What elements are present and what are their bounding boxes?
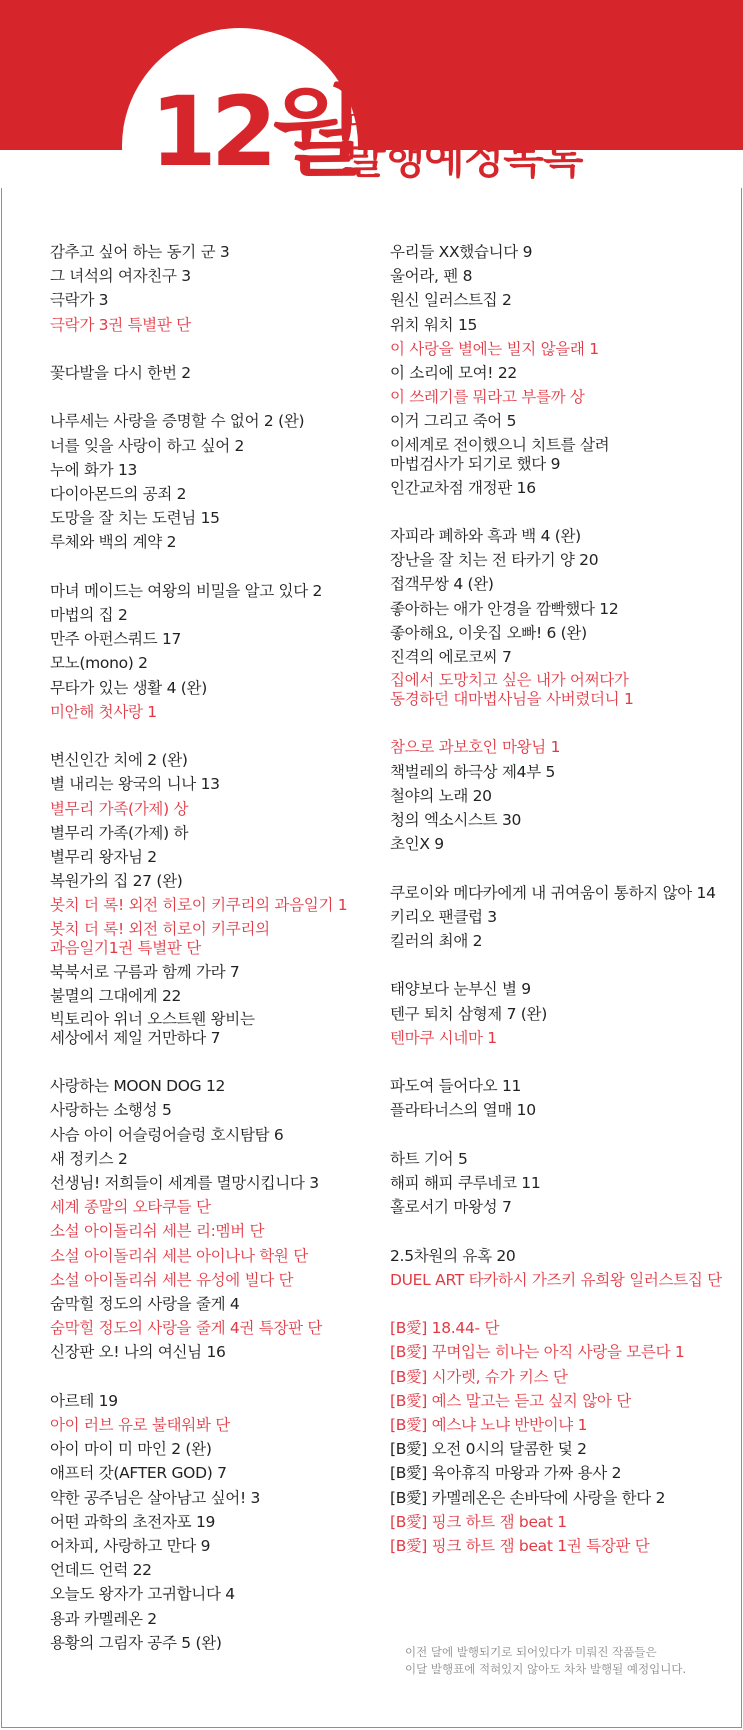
- title-entry: 변신인간 치에 2 (완): [50, 751, 188, 770]
- title-entry: 모노(mono) 2: [50, 654, 148, 673]
- title-entry: 집에서 도망치고 싶은 내가 어쩌다가 동경하던 대마법사님을 사버렸더니 1: [390, 671, 634, 709]
- title-entry: 위치 워치 15: [390, 315, 478, 334]
- title-entry: [B愛] 핑크 하트 잼 beat 1: [390, 1512, 567, 1531]
- title-entry: [B愛] 예스냐 노냐 반반이냐 1: [390, 1416, 588, 1435]
- title-entry: 봇치 더 록! 외전 히로이 키쿠리의 과음일기1권 특별판 단: [50, 919, 270, 957]
- title-entry: 홀로서기 마왕성 7: [390, 1198, 512, 1217]
- title-entry: 청의 엑소시스트 30: [390, 811, 522, 830]
- title-entry: [B愛] 카멜레온은 손바닥에 사랑을 한다 2: [390, 1488, 666, 1507]
- list-spacer: [50, 1050, 370, 1074]
- title-entry: 사슴 아이 어슬렁어슬렁 호시탐탐 6: [50, 1125, 284, 1144]
- title-entry: 이 쓰레기를 뭐라고 부를까 상: [390, 388, 585, 407]
- footnote: 이전 달에 발행되기로 되어있다가 미뤄진 작품들은 이달 발행표에 적혀있지 않아도 차차 발행될 예정입니다.: [405, 1645, 687, 1676]
- title-entry: 소설 아이돌리쉬 세븐 리:멤버 단: [50, 1222, 265, 1241]
- month-label: 12월: [150, 76, 359, 188]
- list-spacer: [390, 953, 735, 977]
- title-entry: 소설 아이돌리쉬 세븐 아이나나 학원 단: [50, 1246, 308, 1265]
- title-entry: 어떤 과학의 초전자포 19: [50, 1512, 216, 1531]
- right-column: [390, 240, 735, 1558]
- publisher-label: 대원씨아이 코믹스: [347, 110, 525, 135]
- list-spacer: [50, 385, 370, 409]
- title-entry: 플라타너스의 열매 10: [390, 1101, 536, 1120]
- title-entry: 킬러의 최애 2: [390, 932, 483, 951]
- title-entry: 숨막힐 정도의 사랑을 줄게 4: [50, 1295, 240, 1314]
- title-entry: 불멸의 그대에게 22: [50, 986, 182, 1005]
- title-entry: 극락가 3: [50, 291, 109, 310]
- list-spacer: [50, 724, 370, 748]
- title-entry: 태양보다 눈부신 별 9: [390, 980, 531, 999]
- list-spacer: [390, 1050, 735, 1074]
- title-entry: 꽃다발을 다시 한번 2: [50, 364, 191, 382]
- title-entry: 인간교차점 개정판 16: [390, 478, 536, 497]
- title-entry: 선생님! 저희들이 세계를 멸망시킵니다 3: [50, 1174, 319, 1193]
- title-entry: 언데드 언럭 22: [50, 1561, 152, 1580]
- title-entry: 진격의 에로코씨 7: [390, 648, 512, 667]
- title-entry: 쿠로이와 메다카에게 내 귀여움이 통하지 않아 14: [390, 883, 716, 902]
- left-column: [50, 240, 370, 1655]
- title-entry: 감추고 싶어 하는 동기 군 3: [50, 243, 230, 261]
- title-entry: 약한 공주님은 살아남고 싶어! 3: [50, 1488, 261, 1507]
- list-spacer: [390, 856, 735, 880]
- list-spacer: [390, 1292, 735, 1316]
- title-entry: 미안해 첫사랑 1: [50, 702, 157, 721]
- title-entry: 빅토리아 위너 오스트웬 왕비는 세상에서 제일 거만하다 7: [50, 1010, 255, 1048]
- title-entry: 누에 화가 13: [50, 460, 138, 479]
- title-entry: 좋아해요, 이웃집 오빠! 6 (완): [390, 623, 587, 642]
- list-spacer: [390, 1219, 735, 1243]
- title-entry: 소설 아이돌리쉬 세븐 유성에 빌다 단: [50, 1270, 294, 1289]
- title-entry: 사랑하는 MOON DOG 12: [50, 1077, 226, 1096]
- title-entry: 오늘도 왕자가 고귀합니다 4: [50, 1585, 235, 1604]
- list-spacer: [50, 1365, 370, 1389]
- title-entry: 아이 마이 미 마인 2 (완): [50, 1440, 212, 1459]
- title-entry: DUEL ART 타카하시 가즈키 유희왕 일러스트집 단: [390, 1270, 722, 1289]
- title-entry: 2.5차원의 유혹 20: [390, 1246, 516, 1265]
- title-entry: [B愛] 꾸며입는 히나는 아직 사랑을 모른다 1: [390, 1343, 685, 1362]
- title-entry: 해피 해피 쿠루네코 11: [390, 1174, 541, 1193]
- title-entry: 세계 종말의 오타쿠들 단: [50, 1198, 211, 1217]
- title-entry: 사랑하는 소행성 5: [50, 1101, 172, 1120]
- title-entry: 북북서로 구름과 함께 가라 7: [50, 962, 240, 981]
- title-entry: 마녀 메이드는 여왕의 비밀을 알고 있다 2: [50, 581, 323, 600]
- title-entry: 참으로 과보호인 마왕님 1: [390, 738, 561, 757]
- list-spacer: [390, 500, 735, 524]
- title-entry: 그 녀석의 여자친구 3: [50, 267, 191, 286]
- title-entry: [B愛] 육아휴직 마왕과 가짜 용사 2: [390, 1464, 622, 1483]
- title-entry: [B愛] 예스 말고는 듣고 싶지 않아 단: [390, 1391, 631, 1410]
- title-entry: 자피라 폐하와 흑과 백 4 (완): [390, 527, 581, 546]
- title-entry: 애프터 갓(AFTER GOD) 7: [50, 1464, 227, 1483]
- title-entry: 울어라, 펜 8: [390, 267, 473, 286]
- title-entry: 하트 기어 5: [390, 1149, 468, 1168]
- title-entry: 텐구 퇴치 삼형제 7 (완): [390, 1004, 547, 1023]
- title-entry: 복원가의 집 27 (완): [50, 872, 183, 891]
- title-entry: 철야의 노래 20: [390, 786, 492, 805]
- list-spacer: [390, 711, 735, 735]
- title-entry: 다이아몬드의 공죄 2: [50, 485, 187, 503]
- title-entry: 우리들 XX했습니다 9: [390, 243, 533, 261]
- title-entry: 원신 일러스트집 2: [390, 291, 512, 310]
- title-entry: [B愛] 오전 0시의 달콤한 덫 2: [390, 1440, 587, 1459]
- title-entry: 신장판 오! 나의 여신님 16: [50, 1343, 226, 1362]
- page-title: 발행예정목록: [345, 134, 583, 183]
- title-entry: 별무리 가족(가제) 하: [50, 823, 189, 842]
- title-entry: 좋아하는 애가 안경을 깜빡했다 12: [390, 599, 619, 618]
- list-spacer: [390, 1123, 735, 1147]
- title-entry: 만주 아펀스쿼드 17: [50, 630, 182, 649]
- title-entry: 어차피, 사랑하고 만다 9: [50, 1537, 211, 1556]
- title-entry: 봇치 더 록! 외전 히로이 키쿠리의 과음일기 1: [50, 896, 348, 915]
- title-entry: 나루세는 사랑을 증명할 수 없어 2 (완): [50, 412, 305, 431]
- title-entry: 아이 러브 유로 불태워봐 단: [50, 1416, 230, 1435]
- title-entry: 파도여 들어다오 11: [390, 1077, 522, 1096]
- title-entry: 별무리 왕자님 2: [50, 848, 157, 867]
- list-spacer: [50, 337, 370, 361]
- title-entry: 아르테 19: [50, 1391, 118, 1410]
- title-entry: 새 정키스 2: [50, 1149, 128, 1168]
- title-entry: [B愛] 핑크 하트 잼 beat 1권 특장판 단: [390, 1537, 650, 1556]
- title-entry: 장난을 잘 치는 전 타카기 양 20: [390, 551, 599, 570]
- list-spacer: [50, 555, 370, 579]
- title-entry: [B愛] 시가렛, 슈가 키스 단: [390, 1367, 568, 1386]
- title-entry: 무타가 있는 생활 4 (완): [50, 678, 207, 697]
- title-entry: 초인X 9: [390, 835, 444, 854]
- title-entry: 루체와 백의 계약 2: [50, 533, 177, 552]
- title-entry: 숨막힐 정도의 사랑을 줄게 4권 특장판 단: [50, 1319, 323, 1338]
- title-entry: 극락가 3권 특별판 단: [50, 315, 191, 334]
- title-entry: 별 내리는 왕국의 니나 13: [50, 775, 220, 794]
- title-entry: 이세계로 전이했으니 치트를 살려 마법검사가 되기로 했다 9: [390, 435, 610, 473]
- title-entry: 이거 그리고 죽어 5: [390, 412, 517, 431]
- title-entry: 키리오 팬클럽 3: [390, 907, 497, 926]
- title-entry: 도망을 잘 치는 도련님 15: [50, 509, 220, 528]
- title-entry: 책벌레의 하극상 제4부 5: [390, 762, 556, 781]
- title-entry: 용황의 그림자 공주 5 (완): [50, 1633, 222, 1652]
- title-entry: 접객무쌍 4 (완): [390, 575, 494, 594]
- title-entry: 너를 잊을 사랑이 하고 싶어 2: [50, 436, 245, 455]
- title-entry: 이 사랑을 별에는 빌지 않을래 1: [390, 339, 599, 358]
- title-entry: 마법의 집 2: [50, 606, 128, 624]
- title-entry: 별무리 가족(가제) 상: [50, 799, 189, 818]
- title-entry: 텐마쿠 시네마 1: [390, 1028, 497, 1047]
- title-entry: 이 소리에 모여! 22: [390, 364, 517, 383]
- title-entry: 용과 카멜레온 2: [50, 1609, 157, 1628]
- title-entry: [B愛] 18.44- 단: [390, 1319, 500, 1338]
